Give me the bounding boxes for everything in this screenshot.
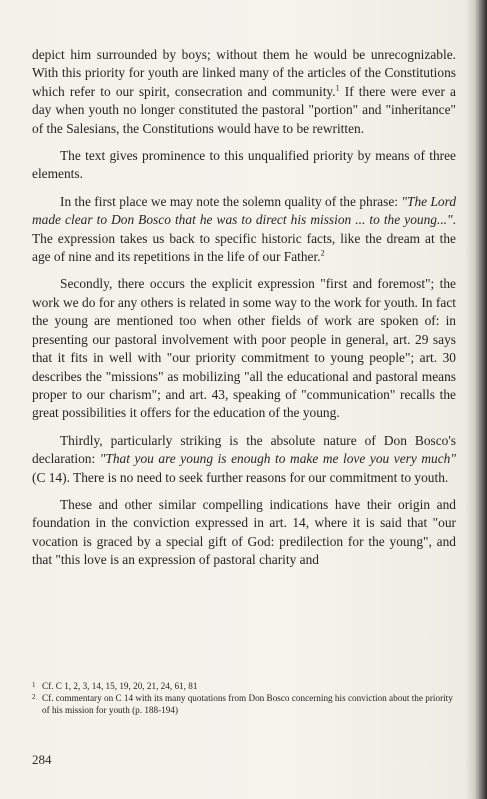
paragraph (32, 193, 456, 267)
text-run: depict him surrounded by boys; without them he would be unrecognizable. With this priority for youth are linked many of the articles of the Constitutions which refer to our spirit, consecration and community. (32, 47, 456, 99)
page-number: 284 (32, 752, 52, 767)
text-run: (C 14). There is no need to seek further reasons for our commitment to youth. (32, 469, 449, 485)
paragraph (32, 147, 456, 184)
footnote-text: Cf. C 1, 2, 3, 14, 15, 19, 20, 21, 24, 61, 81 (42, 681, 198, 691)
book-spine-shadow (465, 0, 487, 799)
footnotes (32, 680, 456, 716)
footnote (32, 680, 456, 692)
body-text (32, 46, 456, 579)
quotation: "The Lord made clear to Don Bosco that he was to direct his mission ... to the young..." (32, 193, 457, 228)
footnote (32, 692, 456, 716)
text-run: . The expression takes us back to specific historic facts, like the dream at the age of nine and its repetitions in the life of our Father. (32, 212, 456, 265)
text-run: Thirdly, particularly striking is the absolute nature of Don Bosco's declaration: (32, 432, 456, 467)
paragraph (32, 496, 456, 570)
text-run: If there were ever a day when youth no longer constituted the pastoral "portion" and "inheritance" of the Salesians, the Constitutions would have to be rewritten. (32, 83, 457, 136)
footnote-number: 2 (32, 693, 36, 701)
footnote-ref: 1 (335, 83, 340, 93)
text-run: In the first place we may note the solemn quality of the phrase: (60, 193, 402, 209)
quotation: "That you are young is enough to make me love you very much" (99, 451, 456, 467)
paragraph (32, 46, 456, 138)
text-run: These and other similar compelling indications have their origin and foundation in the conviction expressed in art. 14, where it is said that "our vocation is graced by a special gift of God: predilection for the young", and that "this love is an expression of pastoral charity and (32, 496, 456, 568)
text-run: Secondly, there occurs the explicit expression "first and foremost"; the work we do for any others is related in some way to the work for youth. In fact the young are mentioned too when other fields of work are spoken of: in presenting our pastoral involvement with poor people in general, art. 29 says that it fits in well with "our priority commitment to young people"; art. 30 describes the "missions" as mobilizing "all the educational and pastoral means proper to our charism"; and art. 43, speaking of "communication" recalls the great possibilities it offers for the education of the young. (32, 276, 456, 421)
footnote-text: Cf. commentary on C 14 with its many quotations from Don Bosco concerning his conviction about the priority of his mission for youth (p. 188-194) (42, 693, 453, 715)
footnote-ref: 2 (320, 248, 325, 258)
text-run: The text gives prominence to this unqualified priority by means of three elements. (32, 148, 456, 182)
paragraph (32, 275, 456, 422)
footnote-number: 1 (32, 681, 36, 689)
paragraph (32, 432, 456, 487)
